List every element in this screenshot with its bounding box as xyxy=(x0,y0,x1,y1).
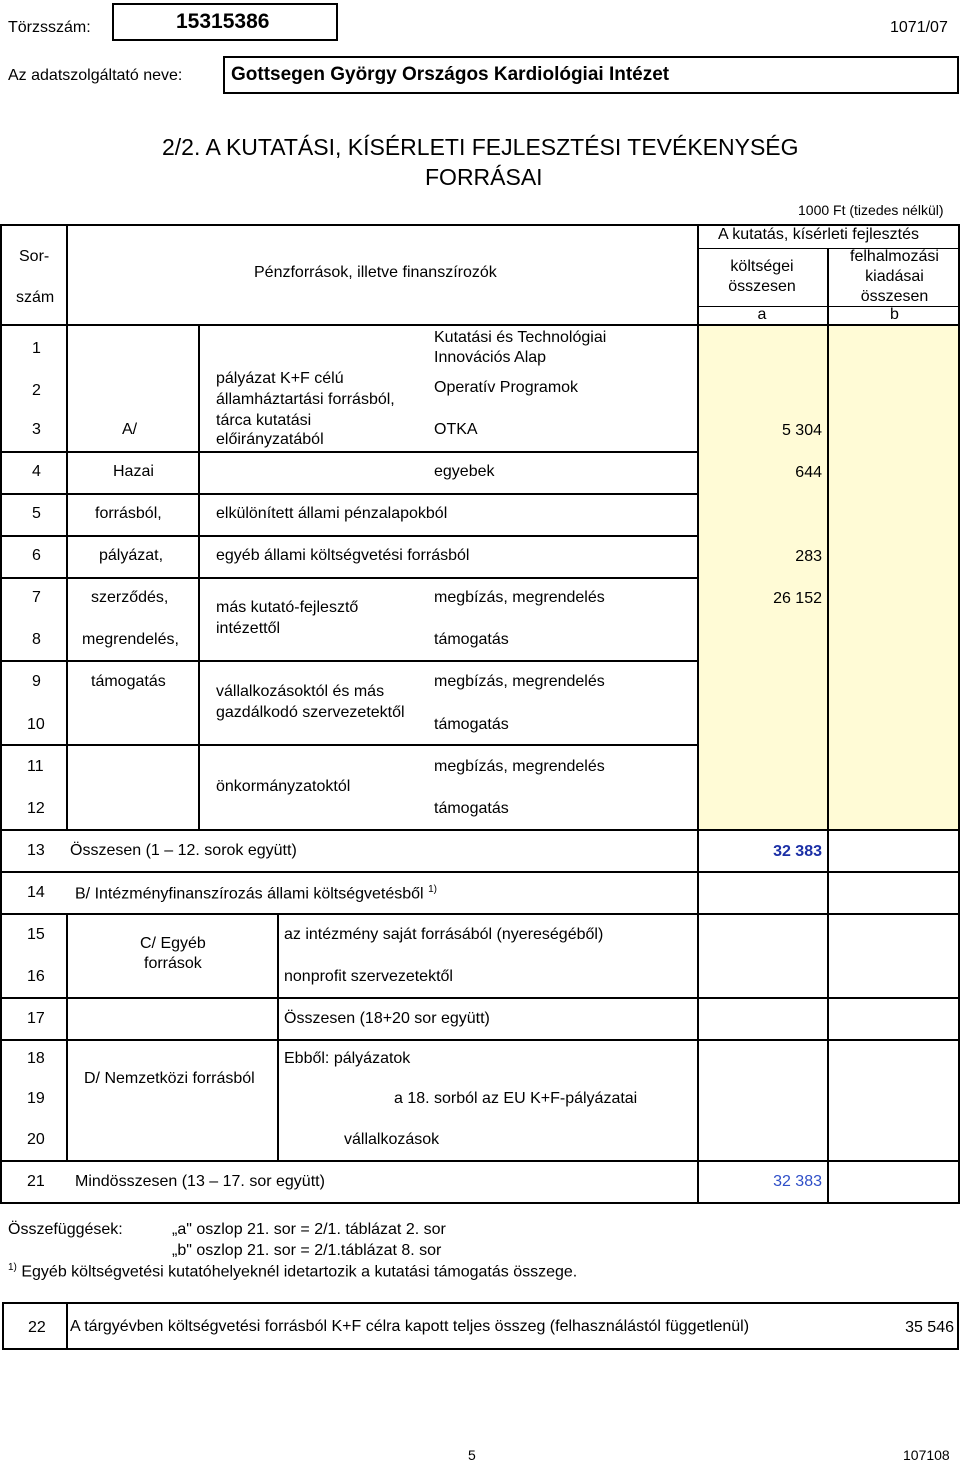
row16-label: nonprofit szervezetektől xyxy=(284,968,453,985)
col-b-line2: kiadásai xyxy=(865,268,924,285)
onkormanyzat-label: önkormányzatoktól xyxy=(216,778,351,795)
palyazat-label: pályázat K+F célú xyxy=(216,370,344,387)
row-number: 2 xyxy=(32,382,41,399)
note-1: „a" oszlop 21. sor = 2/1. táblázat 2. sor xyxy=(172,1221,446,1238)
footer-code: 107108 xyxy=(903,1447,950,1463)
kta-label: Kutatási és Technológiai xyxy=(434,329,607,346)
row-number: 6 xyxy=(32,547,41,564)
palyazat-label: előirányzatából xyxy=(216,431,324,448)
row-number: 19 xyxy=(27,1090,45,1107)
row-number: 3 xyxy=(32,421,41,438)
tamogatas-label: támogatás xyxy=(434,716,509,733)
row-number: 1 xyxy=(32,340,41,357)
footnote: $^{1)}$ Egyéb költségvetési kutatóhelyeknél idetartozik a kutatási támogatás összege. xyxy=(8,1262,578,1281)
row-number: 16 xyxy=(27,968,45,985)
megbizas-label: megbízás, megrendelés xyxy=(434,758,605,775)
torzsszam-value: 15315386 xyxy=(176,10,270,33)
row-number: 21 xyxy=(27,1173,45,1190)
vallalkozas-label: vállalkozásoktól és más xyxy=(216,683,385,700)
row-number: 12 xyxy=(27,800,45,817)
col-a-cells xyxy=(697,325,827,829)
row19-label: a 18. sorból az EU K+F-pályázatai xyxy=(394,1090,638,1107)
page-title-line1: 2/2. A KUTATÁSI, KÍSÉRLETI FEJLESZTÉSI TEVÉKENYSÉG xyxy=(162,134,799,160)
value-row6-a: 283 xyxy=(795,548,822,565)
c-label: C/ Egyéb xyxy=(140,935,206,952)
row-number: 14 xyxy=(27,884,45,901)
row22-number: 22 xyxy=(28,1319,46,1336)
row15-label: az intézmény saját forrásából (nyereségéből) xyxy=(284,926,604,943)
row-number: 7 xyxy=(32,589,41,606)
value-row3-a: 5 304 xyxy=(781,422,822,439)
value-row13-a: 32 383 xyxy=(773,843,822,860)
tamogatas-label: támogatás xyxy=(434,800,509,817)
row-number: 9 xyxy=(32,673,41,690)
block-a-label: pályázat, xyxy=(99,547,164,564)
megbizas-label: megbízás, megrendelés xyxy=(434,673,605,690)
block-a-label: Hazai xyxy=(113,463,154,480)
row-number: 5 xyxy=(32,505,41,522)
col-b-letter: b xyxy=(890,306,899,323)
col-b-line3: összesen xyxy=(860,288,929,305)
mas-kutato-label: intézettől xyxy=(216,620,281,637)
block-a-label: forrásból, xyxy=(95,505,162,522)
kta-label: Innovációs Alap xyxy=(434,349,547,366)
col-b-cells xyxy=(829,325,960,829)
provider-label: Az adatszolgáltató neve: xyxy=(8,67,183,84)
note-2: „b" oszlop 21. sor = 2/1.táblázat 8. sor xyxy=(172,1242,442,1259)
d-label: D/ Nemzetközi forrásból xyxy=(84,1070,255,1087)
operativ-label: Operatív Programok xyxy=(434,379,579,396)
tamogatas-label: támogatás xyxy=(434,631,509,648)
row21-label: Mindösszesen (13 – 17. sor együtt) xyxy=(75,1173,325,1190)
megbizas-label: megbízás, megrendelés xyxy=(434,589,605,606)
row-number: 20 xyxy=(27,1131,45,1148)
row-number: 15 xyxy=(27,926,45,943)
row-number: 10 xyxy=(27,716,45,733)
col-group: A kutatás, kísérleti fejlesztés xyxy=(718,226,919,243)
row-number: 4 xyxy=(32,463,41,480)
value-row7-a: 26 152 xyxy=(773,590,822,607)
value-row21-a: 32 383 xyxy=(773,1173,822,1190)
row-number: 8 xyxy=(32,631,41,648)
c-label: források xyxy=(144,955,202,972)
col-a-line1: költségei xyxy=(730,258,794,275)
palyazat-label: tárca kutatási xyxy=(216,412,312,429)
value-row22: 35 546 xyxy=(905,1319,954,1336)
torzsszam-label: Törzsszám: xyxy=(8,19,91,36)
block-a-label: támogatás xyxy=(91,673,166,690)
unit-note: 1000 Ft (tizedes nélkül) xyxy=(798,202,944,218)
form-code: 1071/07 xyxy=(890,19,948,36)
col-b-line1: felhalmozási xyxy=(850,248,939,265)
row-number: 17 xyxy=(27,1010,45,1027)
otka-label: OTKA xyxy=(434,421,478,438)
elkulonitett-label: elkülönített állami pénzalapokból xyxy=(216,505,448,522)
row14-label: B/ Intézményfinanszírozás állami költségvetésből $^{1)}$ xyxy=(75,884,437,903)
row-number: 18 xyxy=(27,1050,45,1067)
col-sor: Sor- xyxy=(19,248,50,265)
egyebek-label: egyebek xyxy=(434,463,495,480)
row20-label: vállalkozások xyxy=(344,1131,440,1148)
block-a-label: A/ xyxy=(122,421,138,438)
row-number: 13 xyxy=(27,842,45,859)
col-sources: Pénzforrások, illetve finanszírozók xyxy=(254,264,497,281)
page-number: 5 xyxy=(468,1447,476,1463)
row13-label: Összesen (1 – 12. sorok együtt) xyxy=(70,842,297,859)
egyeb-allami-label: egyéb állami költségvetési forrásból xyxy=(216,547,470,564)
col-a-line2: összesen xyxy=(728,278,796,295)
col-a-letter: a xyxy=(757,306,767,323)
col-szam: szám xyxy=(16,289,55,306)
row17-label: Összesen (18+20 sor együtt) xyxy=(284,1010,490,1027)
palyazat-label: államháztartási forrásból, xyxy=(216,391,395,408)
value-row4-a: 644 xyxy=(795,464,822,481)
row-number: 11 xyxy=(27,758,44,775)
row22-label: A tárgyévben költségvetési forrásból K+F célra kapott teljes összeg (felhasználástól függetlenül) xyxy=(70,1318,750,1335)
provider-value: Gottsegen György Országos Kardiológiai Intézet xyxy=(231,64,670,85)
block-a-label: szerződés, xyxy=(91,589,169,606)
vallalkozas-label: gazdálkodó szervezetektől xyxy=(216,704,405,721)
row18-label: Ebből: pályázatok xyxy=(284,1050,411,1067)
notes-label: Összefüggések: xyxy=(8,1221,123,1238)
block-a-label: megrendelés, xyxy=(82,631,179,648)
mas-kutato-label: más kutató-fejlesztő xyxy=(216,599,359,616)
page-title-line2: FORRÁSAI xyxy=(425,164,543,190)
